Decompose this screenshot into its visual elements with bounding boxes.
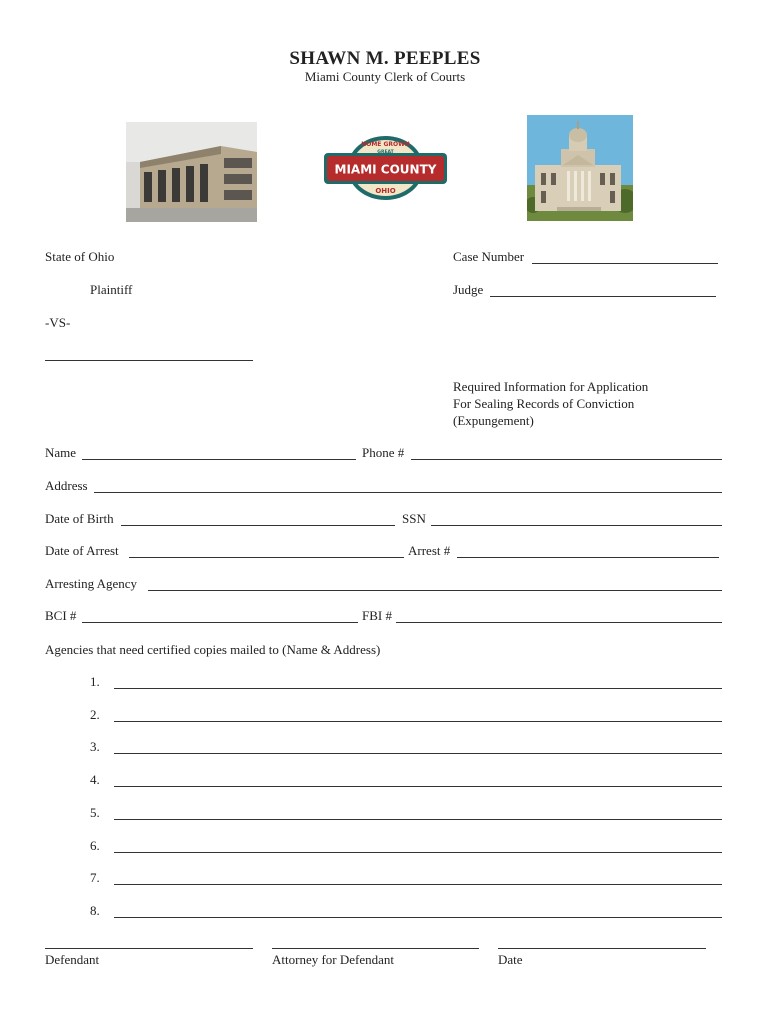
agency-number: 1. bbox=[90, 674, 100, 689]
agency-number: 4. bbox=[90, 772, 100, 787]
ssn-field[interactable] bbox=[431, 525, 722, 526]
agency-number: 3. bbox=[90, 739, 100, 754]
logo-bottom-text: OHIO bbox=[375, 187, 396, 195]
fbi-field[interactable] bbox=[396, 622, 722, 623]
date-label: Date bbox=[498, 952, 523, 967]
bci-label: BCI # bbox=[45, 608, 77, 623]
judge-label: Judge bbox=[453, 282, 484, 297]
agencies-label: Agencies that need certified copies mailed to (Name & Address) bbox=[45, 642, 381, 657]
name-label: Name bbox=[45, 445, 77, 460]
courthouse-photo bbox=[527, 115, 633, 221]
bci-field[interactable] bbox=[82, 622, 358, 623]
miami-county-logo bbox=[322, 134, 449, 202]
agency-number: 7. bbox=[90, 870, 100, 885]
address-label: Address bbox=[45, 478, 88, 493]
page-title: SHAWN M. PEEPLES bbox=[289, 48, 481, 69]
logo-top-text: HOME GROWN bbox=[361, 141, 410, 148]
date-of-arrest-field[interactable] bbox=[129, 557, 404, 558]
plaintiff-label: Plaintiff bbox=[90, 282, 133, 297]
logo-banner-text: MIAMI COUNTY bbox=[334, 162, 437, 177]
agency-line[interactable] bbox=[114, 819, 722, 820]
defendant-name-line[interactable] bbox=[45, 360, 253, 361]
name-field[interactable] bbox=[82, 459, 356, 460]
state-of-ohio-label: State of Ohio bbox=[45, 249, 115, 264]
defendant-label: Defendant bbox=[45, 952, 100, 967]
attorney-label: Attorney for Defendant bbox=[272, 952, 395, 967]
arrest-number-field[interactable] bbox=[457, 557, 719, 558]
agency-number: 6. bbox=[90, 838, 100, 853]
arresting-agency-field[interactable] bbox=[148, 590, 722, 591]
agency-line[interactable] bbox=[114, 721, 722, 722]
phone-label: Phone # bbox=[362, 445, 405, 460]
agency-line[interactable] bbox=[114, 753, 722, 754]
fbi-label: FBI # bbox=[362, 608, 392, 623]
arresting-agency-label: Arresting Agency bbox=[45, 576, 138, 591]
case-number-field[interactable] bbox=[532, 263, 718, 264]
info-heading-line3: (Expungement) bbox=[453, 413, 534, 428]
case-number-label: Case Number bbox=[453, 249, 525, 264]
dob-field[interactable] bbox=[121, 525, 395, 526]
date-of-arrest-label: Date of Arrest bbox=[45, 543, 119, 558]
attorney-signature-line[interactable] bbox=[272, 948, 479, 949]
judge-field[interactable] bbox=[490, 296, 716, 297]
agency-line[interactable] bbox=[114, 688, 722, 689]
agency-line[interactable] bbox=[114, 852, 722, 853]
agency-line[interactable] bbox=[114, 884, 722, 885]
office-building-photo bbox=[126, 122, 257, 222]
address-field[interactable] bbox=[94, 492, 722, 493]
agency-line[interactable] bbox=[114, 786, 722, 787]
arrest-number-label: Arrest # bbox=[408, 543, 451, 558]
dob-label: Date of Birth bbox=[45, 511, 114, 526]
vs-label: -VS- bbox=[45, 315, 71, 330]
ssn-label: SSN bbox=[402, 511, 426, 526]
agency-number: 5. bbox=[90, 805, 100, 820]
info-heading-line1: Required Information for Application bbox=[453, 379, 649, 394]
phone-field[interactable] bbox=[411, 459, 722, 460]
logo-great-text: GREAT bbox=[377, 150, 394, 155]
agency-number: 2. bbox=[90, 707, 100, 722]
page-subtitle: Miami County Clerk of Courts bbox=[304, 69, 466, 84]
defendant-signature-line[interactable] bbox=[45, 948, 253, 949]
agency-number: 8. bbox=[90, 903, 100, 918]
info-heading-line2: For Sealing Records of Conviction bbox=[453, 396, 635, 411]
agency-line[interactable] bbox=[114, 917, 722, 918]
date-signature-line[interactable] bbox=[498, 948, 706, 949]
